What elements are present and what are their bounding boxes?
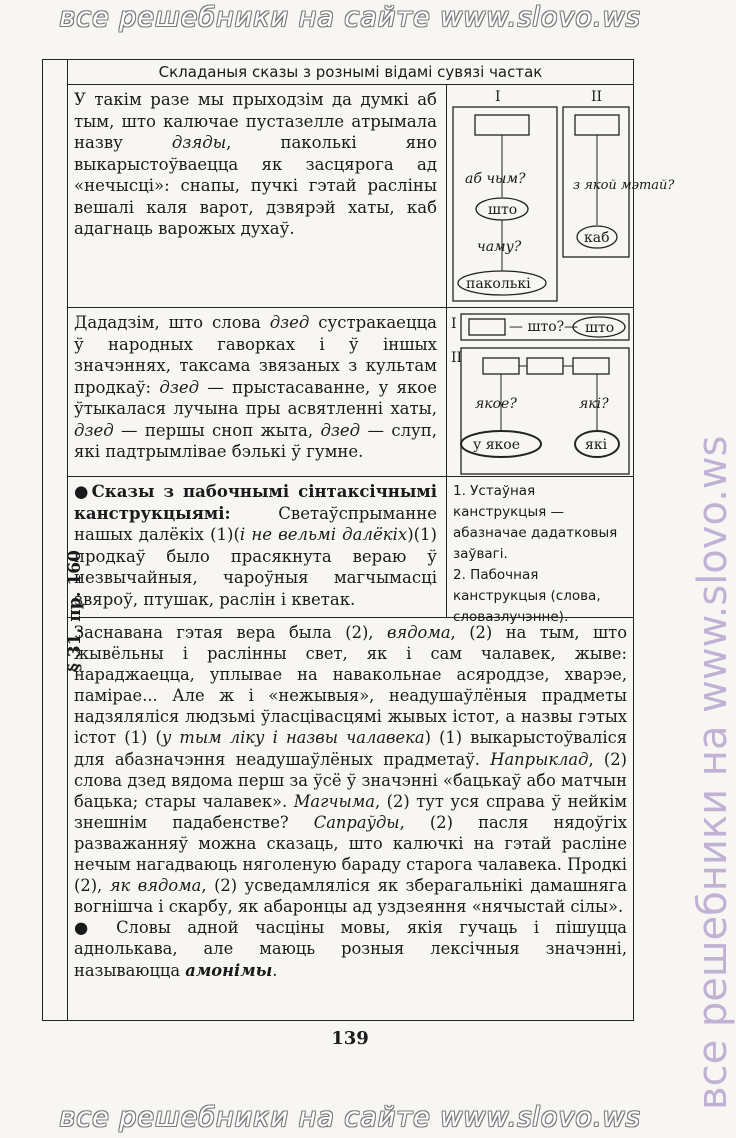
row2-w3: які xyxy=(585,437,608,453)
row3-notes xyxy=(446,477,633,625)
row1-main-clause xyxy=(475,115,529,135)
watermark-bottom: все решебники на сайте www.slovo.ws xyxy=(59,1102,641,1133)
row1-q2: чаму? xyxy=(477,239,522,255)
row1-w1: што xyxy=(488,202,518,218)
row1-w2: паколькі xyxy=(466,276,531,292)
exercise-frame xyxy=(42,59,675,1021)
row1-main-clause-II xyxy=(575,115,619,135)
section-sidebar xyxy=(43,60,85,1020)
row2-box-c xyxy=(573,358,609,374)
row2-w1: што xyxy=(585,320,615,336)
table-title: Складаныя сказы з рознымі відамі сувязі частак xyxy=(68,60,633,85)
row2-q2: якое? xyxy=(475,396,517,412)
row3-text: ●Сказы з пабочнымі сінтаксічнымі канструкцыямі: Светаўспрыманне нашых далёкіх (1)(і не вельмі далёкіх)(1) продкаў было прасякнута вераю ў незвычайныя, чароўныя магчымасці звяроў, птушак, раслін і кветак. xyxy=(74,482,437,609)
row1-q1: аб чым? xyxy=(465,171,526,187)
table-row-2 xyxy=(68,308,633,477)
row1-text: У такім разе мы прыходзім да думкі аб тым, што калючае пустазелле атрымала назву дзяды, паколькі яно выкарыстоўваецца як засцярога ад «нечысці»: снапы, пучкі гэтай расліны вешалі каля варот, дзвярэй хаты, каб адагнаць варожых духаў. xyxy=(74,90,437,238)
main-text: Заснавана гэтая вера была (2), вядома, (2) на тым, што жывёльны і раслінны свет, як і сам чалавек, жыве: нараджаецца, уплывае на навакольнае асяроддзе, хварэе, паміраe... Але ж і «нежывыя», неадушаўлёныя прадметы надзяляліся людзьмі ўласцівасцямі жывых істот, а назвы гэтых істот (1) (у тым ліку і назвы чалавека) (1) выкарыстоўваліся для абазначэння неадушаўлёных прадметаў. Напрыклад, (2) слова дзед вядома перш за ўсё ў значэнні «бацькаў або матчын бацька; стары чалавек». Магчыма, (2) тут уся справа ў нейкім знешнім падабенстве? Сапраўды, (2) пасля нядоўгіх разважанняў можна сказаць, што калючкі на гэтай расліне нечым нагадваюць няголеную бараду старога чалавека. Продкі (2), як вядома, (2) усведамляліся як зберагальнікі дамашняга вогнішча і скарбу, як абаронцы ад уздзеяння «нячыстай сілы». ● Словы адной часціны мовы, якія гучаць і пішуцца аднолькава, але маюць розныя лексічныя значэнні, называюцца амонімы. xyxy=(74,623,627,980)
watermark-top: все решебники на сайте www.slovo.ws xyxy=(59,2,641,33)
row2-box-b xyxy=(527,358,563,374)
watermark-side: все решебники на www.slovo.ws xyxy=(690,435,736,1110)
row3-side-text: 1. Устаўная канструкцыя — абазначае дадатковыя заўвагі. 2. Пабочная канструкцыя (слова, словазлучэнне). xyxy=(453,483,618,625)
row2-q1: — што?— xyxy=(509,319,579,335)
row1-w3: каб xyxy=(584,230,610,246)
row1-q3: з якой мэтай? xyxy=(573,178,675,193)
row1-diagram xyxy=(446,85,675,307)
row2-diagram xyxy=(446,308,633,476)
page-number: 139 xyxy=(331,1028,369,1049)
row2-w2: у якое xyxy=(473,437,520,453)
row1-diagram-svg xyxy=(447,85,675,307)
exercise-content xyxy=(68,60,675,1020)
row1-label-II: II xyxy=(591,89,603,105)
row2-label-II: II xyxy=(451,350,463,366)
section-label: § 31, пр. 160 xyxy=(65,550,85,672)
row2-text: Дададзім, што слова дзед сустракаецца ў народных гаворках і ў іншых значэннях, таксама звязаных з культам продкаў: дзед — прыстасаванне, у якое ўтыкалася лучына пры асвятленні хаты, дзед — першы сноп жыта, дзед — слуп, які падтрымлівае бэлькі ў гумне. xyxy=(74,313,437,461)
row2-q3: які? xyxy=(579,396,609,412)
row2-main-clause xyxy=(469,319,505,335)
row1-label-I: I xyxy=(495,89,501,105)
table-row-1 xyxy=(68,85,675,308)
row2-box-a xyxy=(483,358,519,374)
row2-label-I: I xyxy=(451,316,457,332)
row2-diagram-svg xyxy=(447,308,633,476)
